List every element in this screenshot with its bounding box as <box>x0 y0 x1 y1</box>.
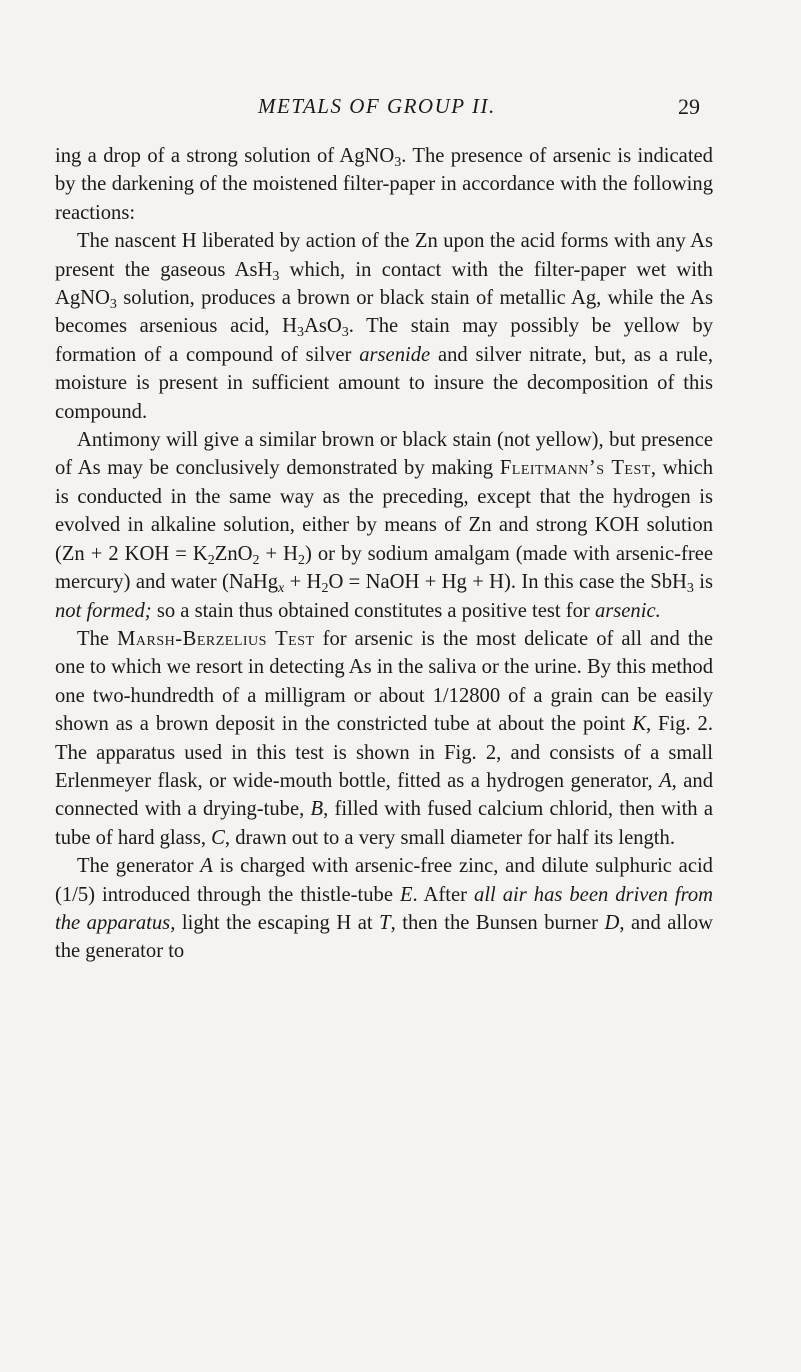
body-text <box>55 142 713 966</box>
paragraph <box>55 625 713 852</box>
text-run: , and allow the generator to <box>55 911 714 963</box>
page-number: 29 <box>678 94 700 119</box>
text-run: . The presence of arsenic is indicated by the darkening of the moistened filter-paper in accordance with the following reactions: <box>55 145 713 224</box>
subscript: 3 <box>109 296 117 312</box>
text-run: , filled with fused calcium chlorid, then with a tube of hard glass, <box>55 798 714 849</box>
subscript: x <box>278 581 285 597</box>
italic-text: arsenic. <box>594 599 661 622</box>
subscript: 2 <box>298 552 306 568</box>
text-run: ing a drop of a strong solution of AgNO <box>55 145 395 167</box>
text-run: for arsenic is the most delicate of all and the one to which we resort in detecting As in the saliva or the urine. By this method one two-hundredth of a milligram or about 1/12800 of a grain can be easily shown as a brown deposit in the constricted tube at about the point <box>55 627 713 736</box>
running-title: METALS OF GROUP II. <box>258 94 496 118</box>
text-run: Antimony will give a similar brown or black stain (not yellow), but presence of As may be conclusively demonstrated by making <box>55 429 713 480</box>
subscript: 3 <box>341 325 349 341</box>
text-run: + H <box>259 542 299 565</box>
paragraph <box>55 227 713 426</box>
text-run: solution, produces a brown or black stain of metallic Ag, while the As becomes arsenious acid, H <box>55 287 713 338</box>
text-run: is charged with arsenic-free zinc, and dilute sulphuric acid (1/5) introduced through the thistle-tube <box>55 855 713 906</box>
text-run: and silver nitrate, but, as a rule, moisture is present in sufficient amount to insure the decomposition of this compound. <box>55 343 713 423</box>
text-run: . The stain may possibly be yellow by formation of a compound of silver <box>55 315 713 366</box>
text-run: ZnO <box>214 542 253 565</box>
italic-text: arsenide <box>359 343 431 366</box>
text-run: , then the Bunsen burner <box>390 911 605 934</box>
text-run: The generator <box>77 855 201 878</box>
text-run: The nascent H liberated by action of the Zn upon the acid forms with any As present the gaseous AsH <box>55 230 713 281</box>
paragraph <box>55 426 713 625</box>
italic-text: A <box>659 769 672 792</box>
text-run: The <box>77 627 118 650</box>
italic-text: K <box>632 713 646 736</box>
text-run: AsO <box>304 315 342 338</box>
paragraph <box>55 852 713 966</box>
small-caps-text: Fleitmann’s Test <box>499 457 651 480</box>
subscript: 3 <box>686 581 694 597</box>
text-run: , drawn out to a very small diameter for half its length. <box>224 826 675 849</box>
italic-text: T <box>379 911 391 934</box>
subscript: 2 <box>321 581 329 597</box>
italic-text: A <box>200 855 213 878</box>
subscript: 2 <box>252 552 260 568</box>
text-run: , and connected with a drying-tube, <box>55 769 714 821</box>
text-run: . After <box>412 883 475 906</box>
subscript: 2 <box>207 552 215 568</box>
paragraph <box>55 142 713 227</box>
italic-text: E <box>399 883 413 906</box>
subscript: 3 <box>394 154 402 170</box>
subscript: 3 <box>272 268 280 284</box>
text-run: light the escaping H at <box>175 911 380 934</box>
italic-text: B <box>310 798 324 821</box>
italic-text: C <box>211 826 225 849</box>
text-run: which, in contact with the filter-paper wet with AgNO <box>55 258 713 310</box>
text-run: , which is conducted in the same way as the preceding, except that the hydrogen is evolved in alkaline solution, either by means of Zn and strong KOH solution (Zn + 2 KOH = K <box>55 457 713 565</box>
text-run: , Fig. 2. The apparatus used in this test is shown in Fig. 2, and consists of a small Erlenmeyer flask, or wide-mouth bottle, fitted as a hydrogen generator, <box>55 713 714 792</box>
italic-text: all air has been driven from the apparatus, <box>55 883 714 934</box>
text-run: so a stain thus obtained constitutes a positive test for <box>151 599 595 622</box>
text-run: + H <box>284 571 322 594</box>
italic-text: D <box>604 911 620 934</box>
text-run: ) or by sodium amalgam (made with arsenic-free mercury) and water (NaHg <box>55 542 713 594</box>
subscript: 3 <box>297 325 305 341</box>
small-caps-text: Marsh-Berzelius Test <box>117 627 315 650</box>
italic-text: not formed; <box>55 599 152 622</box>
text-run: is <box>693 571 714 594</box>
text-run: O = NaOH + Hg + H). In this case the SbH <box>328 571 687 594</box>
